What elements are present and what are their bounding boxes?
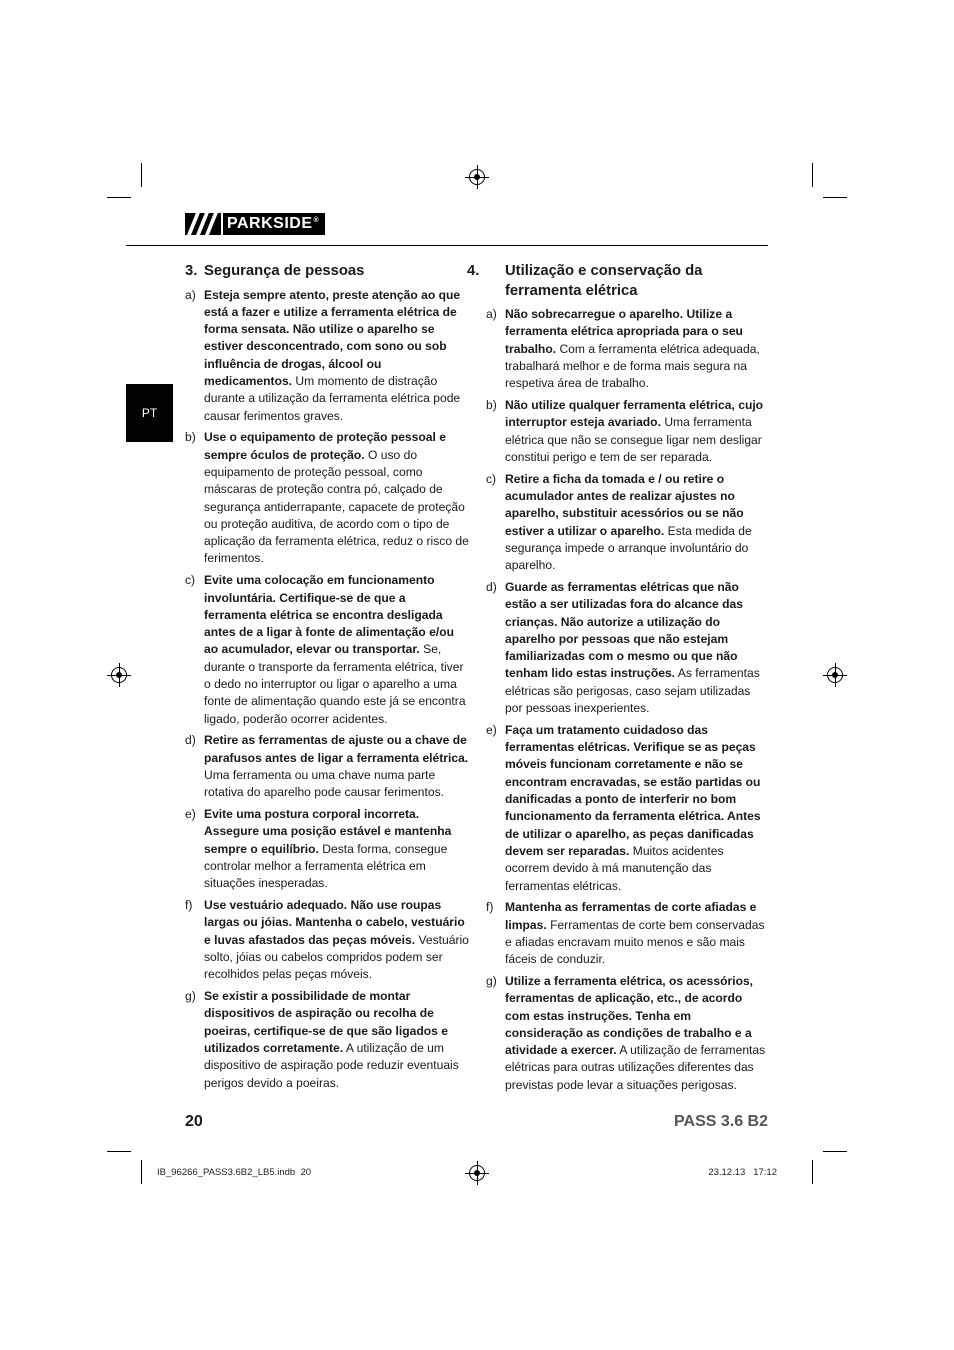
list-item: a) Não sobrecarregue o aparelho. Utilize a ferramenta elétrica apropriada para o seu trabalho. Com a ferramenta elétrica adequada, trabalhará melhor e de forma mais segura na respetiva área de trabalho. [486,307,760,391]
section-heading: 4. Utilização e conservação da ferramenta elétrica [467,263,703,299]
registration-mark-icon [827,667,843,683]
list-item: f) Mantenha as ferramentas de corte afiadas e limpas. Ferramentas de corte bem conservadas e afiadas encravam muito menos e são mais fáceis de conduzir. [486,900,765,967]
logo-slashes-icon [185,213,221,235]
crop-mark [812,163,813,187]
crop-mark [141,1160,142,1184]
list-item: f) Use vestuário adequado. Não use roupas largas ou jóias. Mantenha o cabelo, vestuário e luvas afastados das peças móveis. Vestuário solto, jóias ou cabelos compridos podem ser recolhidos pelas peças móveis. [185,898,469,982]
parkside-logo [185,213,325,235]
list-item: g) Utilize a ferramenta elétrica, os acessórios, ferramentas de aplicação, etc., de acordo com estas instruções. Tenha em consideração as condições de trabalho e a atividade a exercer. A utilização de ferramentas elétricas para outras utilizações diferentes das previstas pode levar a situações perigosas. [486,973,766,1092]
crop-mark [812,1160,813,1184]
registration-mark-icon [469,1165,485,1181]
header-rule [126,245,768,246]
section-tool-use-and-care [467,262,770,1099]
list-item: b) Use o equipamento de proteção pessoal e sempre óculos de proteção. O uso do equipamento de proteção pessoal, como máscaras de proteção contra pó, calçado de segurança antiderrapante, capacete de proteção ou proteção auditiva, de acordo com o tipo de aplicação da ferramenta elétrica, reduz o risco de ferimentos. [185,430,469,566]
list-item: a) Esteja sempre atento, preste atenção ao que está a fazer e utilize a ferramenta elétrica de forma sensata. Não utilize o aparelho se estiver desconcentrado, com sono ou sob influência de drogas, álcool ou medicamentos. Um momento de distração durante a utilização da ferramenta elétrica pode causar ferimentos graves. [185,287,461,423]
list-item: g) Se existir a possibilidade de montar dispositivos de aspiração ou recolha de poeiras, certifique-se de que são ligados e utilizados corretamente. A utilização de um dispositivo de aspiração pode reduzir eventuais perigos devido a poeiras. [185,989,459,1090]
list-item: c) Retire a ficha da tomada e / ou retire o acumulador antes de realizar ajustes no aparelho, substituir acessórios ou se não estiver a utilizar o aparelho. Esta medida de segurança impede o arranque involuntário do aparelho. [486,471,752,573]
tool-care-list [486,306,770,1094]
crop-mark [823,197,847,198]
registration-mark-icon [111,667,127,683]
section-heading: 3. Segurança de pessoas [185,263,365,279]
list-item: b) Não utilize qualquer ferramenta elétrica, cujo interruptor esteja avariado. Uma ferramenta elétrica que não se consegue ligar nem desligar constitui perigo e tem de ser reparada. [486,397,764,464]
crop-mark [141,163,142,187]
registration-mark-icon [469,169,485,185]
model-name: PASS 3.6 B2 [674,1113,768,1130]
crop-mark [823,1151,847,1152]
page-number: 20 [185,1113,203,1130]
safety-list [185,287,469,1092]
section-personal-safety [185,262,469,1096]
list-item: d) Retire as ferramentas de ajuste ou a chave de parafusos antes de ligar a ferramenta elétrica. Uma ferramenta ou uma chave numa parte rotativa do aparelho pode causar ferimentos. [185,733,469,800]
slug-timestamp: 23.12.13 17:12 [708,1167,777,1178]
brand-name: PARKSIDE® [221,213,325,235]
list-item: e) Evite uma postura corporal incorreta. Assegure uma posição estável e mantenha sempre o equilíbrio. Desta forma, consegue controlar melhor a ferramenta elétrica em situações inesperadas. [185,807,452,891]
list-item: e) Faça um tratamento cuidadoso das ferramentas elétricas. Verifique se as peças móveis funcionam corretamente e não se encontram encravadas, se estão partidas ou danificadas a ponto de interferir no bom funcionamento da ferramenta elétrica. Antes de utilizar o aparelho, as peças danificadas devem ser reparadas. Muitos acidentes ocorrem devido à má manutenção das ferramentas elétricas. [486,722,761,893]
crop-mark [107,197,131,198]
list-item: d) Guarde as ferramentas elétricas que não estão a ser utilizadas fora do alcance das crianças. Não autorize a utilização do aparelho por pessoas que não estejam familiarizadas com o mesmo ou que não tenham lido estas instruções. As ferramentas elétricas são perigosas, caso sejam utilizadas por pessoas inexperientes. [486,579,760,716]
language-tab: PT [126,384,173,442]
slug-file: IB_96266_PASS3.6B2_LB5.indb 20 [157,1167,312,1178]
crop-mark [107,1151,131,1152]
list-item: c) Evite uma colocação em funcionamento involuntária. Certifique-se de que a ferramenta elétrica se encontra desligada antes de a ligar à fonte de alimentação e/ou ao acumulador, elevar ou transportar. Se, durante o transporte da ferramenta elétrica, tiver o dedo no interruptor ou ligar o aparelho a uma fonte de alimentação quando este já se encontra ligado, poderão ocorrer acidentes. [185,573,466,726]
